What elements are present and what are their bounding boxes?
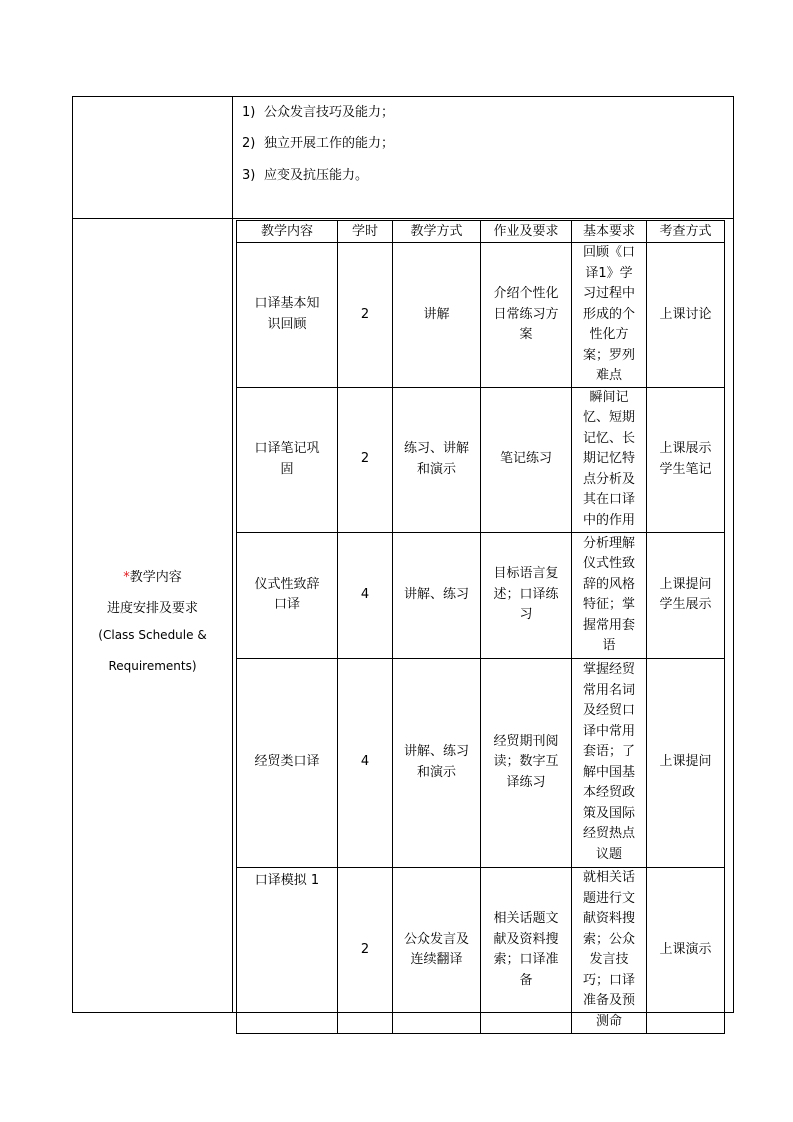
header-homework: 作业及要求: [481, 221, 572, 243]
cell-text: 2: [360, 941, 370, 957]
cell-text: 笔记练习: [499, 451, 552, 467]
table-row: [237, 867, 725, 1033]
cell-content: [237, 243, 338, 388]
cell-homework: [481, 532, 572, 658]
ability-item: [242, 168, 368, 184]
column-divider: [232, 96, 233, 1013]
cell-assessment: [647, 658, 725, 867]
cell-requirement: [572, 243, 647, 388]
ability-item: [242, 105, 394, 121]
cell-assessment: [647, 867, 725, 1033]
cell-text: 经贸期刊阅读；数字互译练习: [493, 733, 559, 790]
cell-content: [237, 387, 338, 532]
cell-requirement: [572, 387, 647, 532]
table-row: [237, 532, 725, 658]
cell-text: 口译基本知识回顾: [254, 296, 320, 332]
cell-requirement: [572, 867, 647, 1033]
header-method: 教学方式: [393, 221, 481, 243]
section-label-line3: (Class Schedule &: [98, 628, 207, 642]
cell-text: 上课讨论: [659, 306, 712, 322]
schedule-table: [236, 220, 725, 1034]
cell-text: 相关话题文献及资料搜索；口译准备: [493, 911, 559, 988]
cell-assessment: [647, 387, 725, 532]
cell-text: 公众发言及连续翻译: [403, 931, 469, 967]
cell-homework: [481, 658, 572, 867]
ability-text: 公众发言技巧及能力；: [264, 105, 395, 120]
cell-method: [393, 867, 481, 1033]
ability-number: 3): [242, 168, 256, 183]
cell-text: 讲解、练习和演示: [403, 744, 469, 780]
ability-text: 应变及抗压能力。: [264, 168, 369, 183]
cell-text: 上课提问学生展示: [659, 576, 712, 612]
cell-text: 上课展示学生笔记: [659, 441, 712, 477]
cell-hours: [338, 387, 393, 532]
cell-text: 讲解: [423, 306, 450, 322]
header-content: 教学内容: [237, 221, 338, 243]
cell-homework: [481, 243, 572, 388]
section-label-line1: 教学内容: [129, 570, 182, 585]
header-assessment: 考查方式: [647, 221, 725, 243]
cell-text: 口译模拟 1: [254, 872, 320, 888]
ability-item: [242, 136, 394, 152]
table-row: [237, 387, 725, 532]
cell-text: 练习、讲解和演示: [403, 441, 469, 477]
table-header-row: [237, 221, 725, 243]
cell-text: 经贸类口译: [254, 754, 320, 770]
cell-hours: [338, 658, 393, 867]
cell-text: 就相关话题进行文献资料搜索；公众发言技巧；口译准备及预测命: [582, 870, 635, 1029]
cell-content: [237, 658, 338, 867]
cell-homework: [481, 867, 572, 1033]
ability-number: 2): [242, 136, 256, 151]
cell-content: [237, 867, 338, 1033]
required-star: *: [123, 570, 130, 585]
row-divider: [72, 218, 734, 219]
cell-text: 回顾《口译1》学习过程中形成的个性化方案；罗列难点: [582, 245, 635, 383]
section-label-line4: Requirements): [108, 659, 197, 673]
cell-text: 4: [360, 586, 370, 602]
table-row: [237, 658, 725, 867]
section-label-line2: 进度安排及要求: [106, 601, 198, 616]
cell-method: [393, 532, 481, 658]
cell-hours: [338, 867, 393, 1033]
cell-text: 瞬间记忆、短期记忆、长期记忆特点分析及其在口译中的作用: [582, 389, 635, 528]
cell-text: 目标语言复述；口译练习: [493, 566, 559, 623]
ability-number: 1): [242, 105, 256, 120]
cell-text: 分析理解仪式性致辞的风格特征；掌握常用套语: [582, 535, 635, 653]
cell-text: 介绍个性化日常练习方案: [493, 286, 559, 342]
cell-text: 讲解、练习: [403, 586, 469, 602]
cell-homework: [481, 387, 572, 532]
section-label-title: [73, 566, 232, 585]
cell-requirement: [572, 658, 647, 867]
cell-text: 4: [360, 754, 370, 770]
cell-text: 上课提问: [659, 754, 712, 770]
cell-hours: [338, 532, 393, 658]
table-row: [237, 243, 725, 388]
header-hours: 学时: [338, 221, 393, 243]
cell-assessment: [647, 532, 725, 658]
cell-content: [237, 532, 338, 658]
cell-text: 口译笔记巩固: [254, 441, 320, 477]
cell-text: 仪式性致辞口译: [254, 576, 320, 612]
cell-requirement: [572, 532, 647, 658]
header-requirement: 基本要求: [572, 221, 647, 243]
cell-text: 上课演示: [659, 941, 712, 957]
cell-method: [393, 658, 481, 867]
cell-method: [393, 387, 481, 532]
cell-text: 2: [360, 306, 370, 322]
cell-method: [393, 243, 481, 388]
cell-text: 2: [360, 451, 370, 467]
cell-assessment: [647, 243, 725, 388]
cell-hours: [338, 243, 393, 388]
ability-text: 独立开展工作的能力；: [264, 136, 395, 151]
cell-text: 掌握经贸常用名词及经贸口译中常用套语；了解中国基本经贸政策及国际经贸热点议题: [582, 662, 635, 862]
